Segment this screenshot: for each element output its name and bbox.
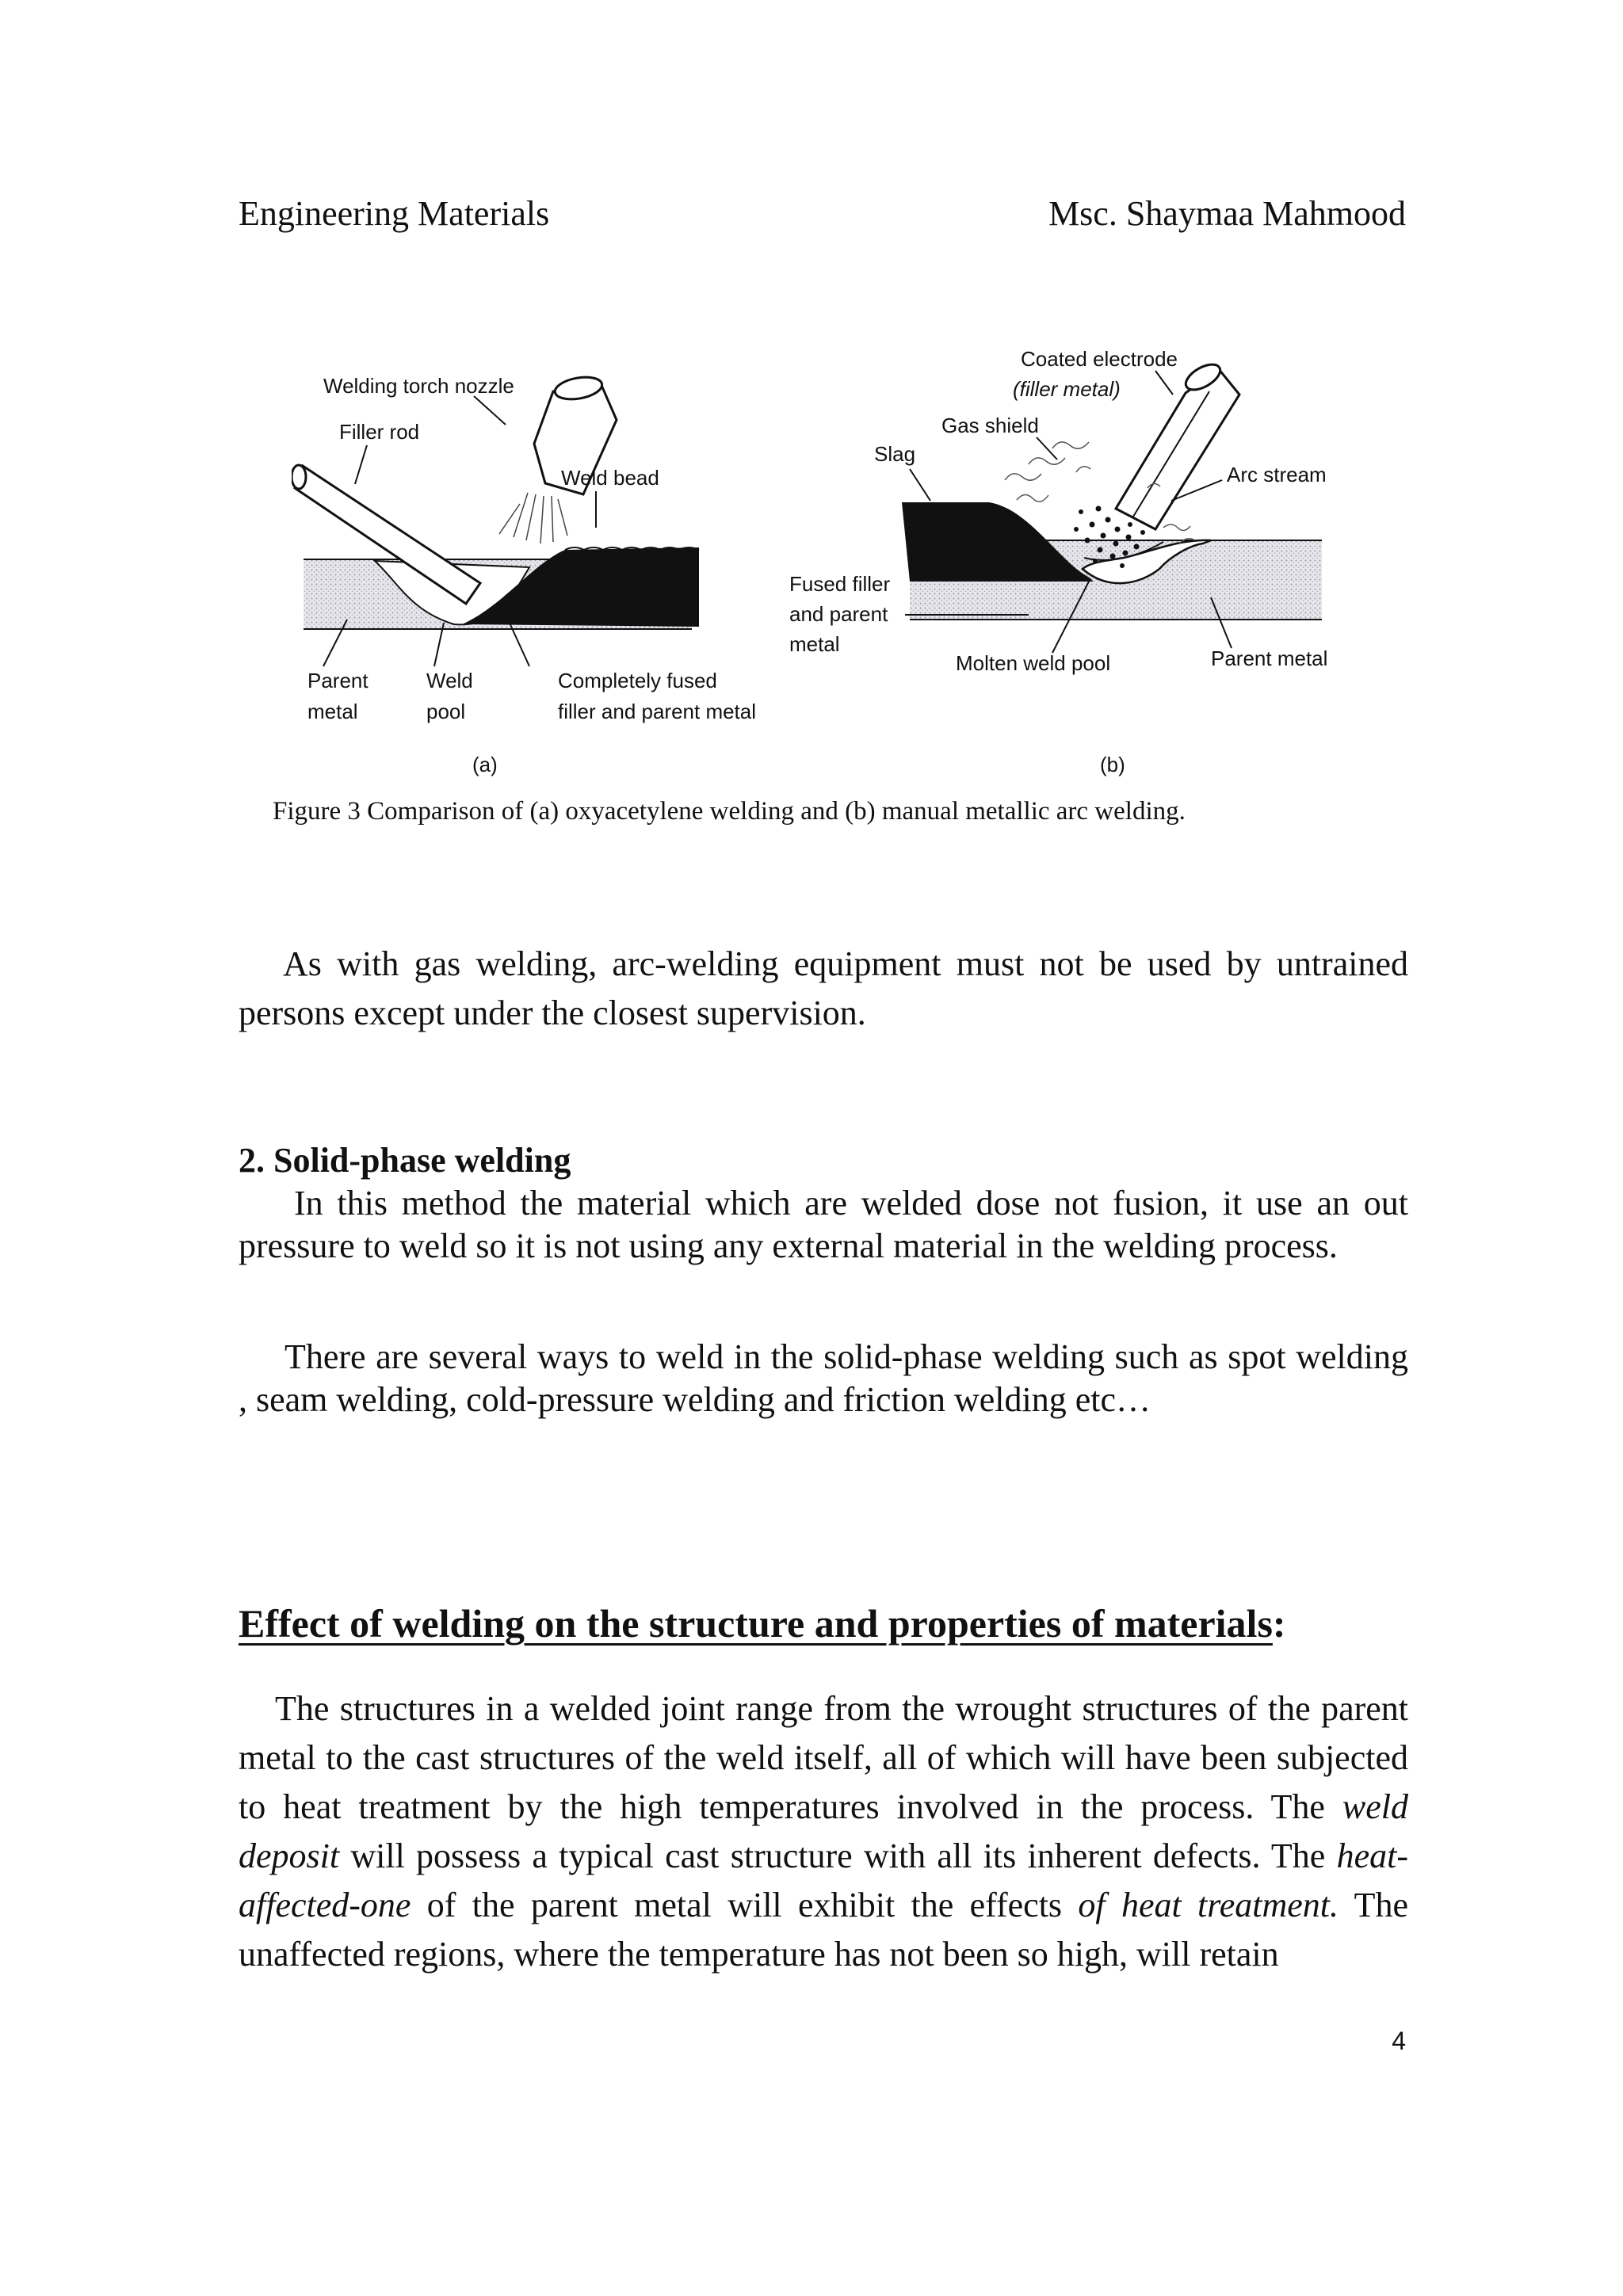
panel-b-tag: (b) bbox=[1100, 753, 1125, 776]
heading-colon: : bbox=[1272, 1601, 1286, 1646]
panel-a-tag: (a) bbox=[472, 753, 498, 776]
panel-a-oxyacetylene bbox=[292, 374, 756, 776]
label-fused-filler-2: and parent bbox=[789, 602, 888, 626]
label-filler-rod: Filler rod bbox=[339, 420, 420, 444]
welding-comparison-figure bbox=[292, 345, 1330, 805]
label-fused-filler-1: Fused filler bbox=[789, 572, 891, 596]
label-molten-weld-pool: Molten weld pool bbox=[956, 651, 1111, 675]
label-slag: Slag bbox=[874, 442, 916, 466]
electrode-b bbox=[1116, 360, 1239, 529]
paragraph-solid-phase-types: There are several ways to weld in the solid-phase welding such as spot welding , seam welding, cold-pressure welding and friction welding etc… bbox=[239, 1337, 1408, 1419]
text-run: The unaffected regions, where the temperature has not been so high, will retain bbox=[239, 1886, 1408, 1974]
label-weld-pool-a-2: pool bbox=[426, 700, 466, 723]
label-parent-metal-a-2: metal bbox=[307, 700, 358, 723]
label-parent-metal-a-1: Parent bbox=[307, 669, 369, 692]
heading-underlined-text: Effect of welding on the structure and properties of materials bbox=[239, 1601, 1273, 1646]
text-run: The structures in a welded joint range from the wrought structures of the parent metal to the cast structures of the weld itself, all of which will have been subjected to heat treatment by the high temperatures involved in the process. The bbox=[239, 1689, 1408, 1826]
header-course-title: Engineering Materials bbox=[239, 194, 550, 233]
text-run: will possess a typical cast structure with all its inherent defects. The bbox=[339, 1836, 1337, 1875]
term-heat-treatment: of heat treatment. bbox=[1078, 1886, 1339, 1924]
paragraph-welded-joint-structures bbox=[239, 1684, 1408, 1979]
label-coated-electrode: Coated electrode bbox=[1021, 347, 1178, 371]
label-completely-fused-1: Completely fused bbox=[558, 669, 717, 692]
label-torch-nozzle: Welding torch nozzle bbox=[323, 374, 514, 398]
label-filler-metal: (filler metal) bbox=[1013, 377, 1121, 401]
term-heat-affected-zone: heat-affected-one bbox=[239, 1836, 1408, 1924]
text-run: of the parent metal will exhibit the effects bbox=[411, 1886, 1079, 1924]
label-arc-stream: Arc stream bbox=[1227, 463, 1327, 486]
term-weld-deposit: weld deposit bbox=[239, 1787, 1408, 1875]
section-heading-effect-of-welding bbox=[239, 1600, 1286, 1646]
figure-caption: Figure 3 Comparison of (a) oxyacetylene welding and (b) manual metallic arc welding. bbox=[273, 797, 1186, 826]
panel-b-arc-welding bbox=[789, 347, 1327, 776]
page-number: 4 bbox=[1392, 2027, 1406, 2055]
label-completely-fused-2: filler and parent metal bbox=[558, 700, 757, 723]
label-gas-shield: Gas shield bbox=[941, 414, 1039, 437]
paragraph-arc-welding-safety: As with gas welding, arc-welding equipment must not be used by untrained persons except under the closest supervision. bbox=[239, 944, 1408, 1032]
label-fused-filler-3: metal bbox=[789, 632, 840, 656]
label-weld-pool-a-1: Weld bbox=[426, 669, 473, 692]
label-weld-bead: Weld bead bbox=[561, 466, 659, 490]
section-heading-solid-phase: 2. Solid-phase welding bbox=[239, 1141, 571, 1180]
header-author: Msc. Shaymaa Mahmood bbox=[1048, 194, 1406, 233]
paragraph-solid-phase-method: In this method the material which are welded dose not fusion, it use an out pressure to weld so it is not using any external material in the welding process. bbox=[239, 1184, 1408, 1265]
flame-a bbox=[499, 493, 567, 543]
label-parent-metal-b: Parent metal bbox=[1211, 646, 1328, 670]
